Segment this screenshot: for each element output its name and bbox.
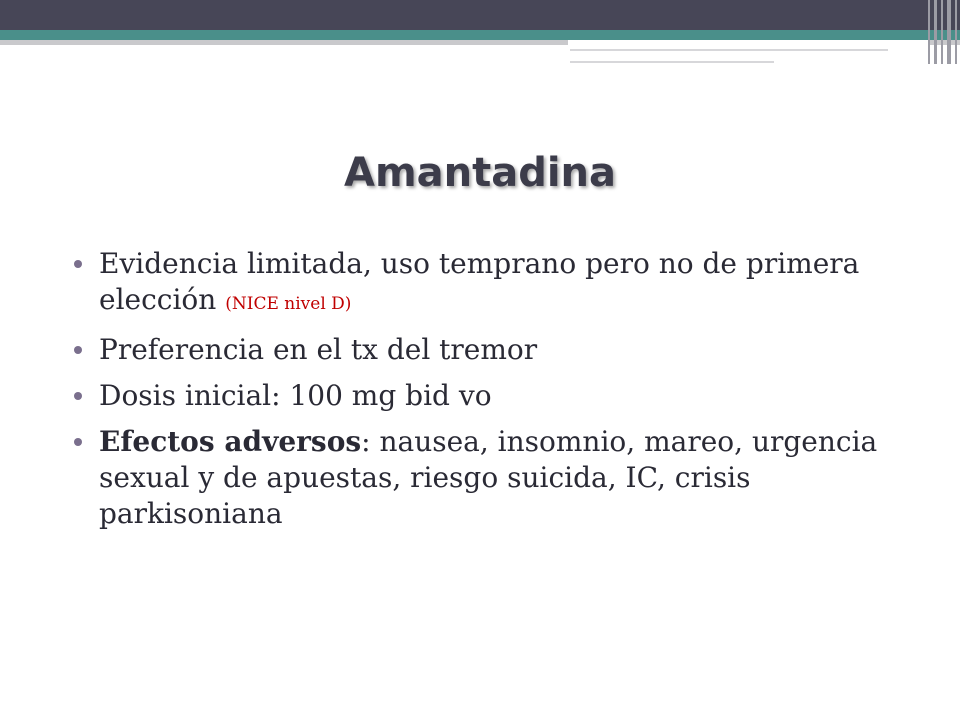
bullet-bold-text: Efectos adversos: [99, 425, 362, 458]
bullet-item: [72, 246, 912, 322]
header-accent-line: [0, 30, 960, 40]
bullet-note: (NICE nivel D): [225, 294, 352, 314]
bullet-icon: [74, 260, 82, 268]
stripe: [941, 0, 943, 64]
bullet-text: Preferencia en el tx del tremor: [99, 333, 538, 366]
header-tab-rule: [570, 49, 888, 51]
stripe: [947, 0, 951, 64]
header-bar: [0, 0, 960, 30]
bullet-item: [72, 378, 912, 414]
bullet-icon: [74, 346, 82, 354]
bullet-icon: [74, 438, 82, 446]
bullet-text: : nausea, insomnio, mareo, urgencia sexual y de apuestas, riesgo suicida, IC, crisis parkisoniana: [99, 425, 878, 530]
bullet-icon: [74, 392, 82, 400]
stripe: [955, 0, 957, 64]
stripe: [928, 0, 930, 64]
corner-stripes: [926, 0, 960, 64]
bullet-list: [72, 246, 912, 542]
header-tab-rule: [570, 61, 774, 63]
stripe: [934, 0, 937, 64]
slide-title: Amantadina: [343, 150, 617, 196]
bullet-item: [72, 424, 912, 532]
bullet-item: [72, 332, 912, 368]
bullet-text: Evidencia limitada, uso temprano pero no de primera elección: [99, 247, 860, 316]
bullet-text: Dosis inicial: 100 mg bid vo: [99, 379, 492, 412]
